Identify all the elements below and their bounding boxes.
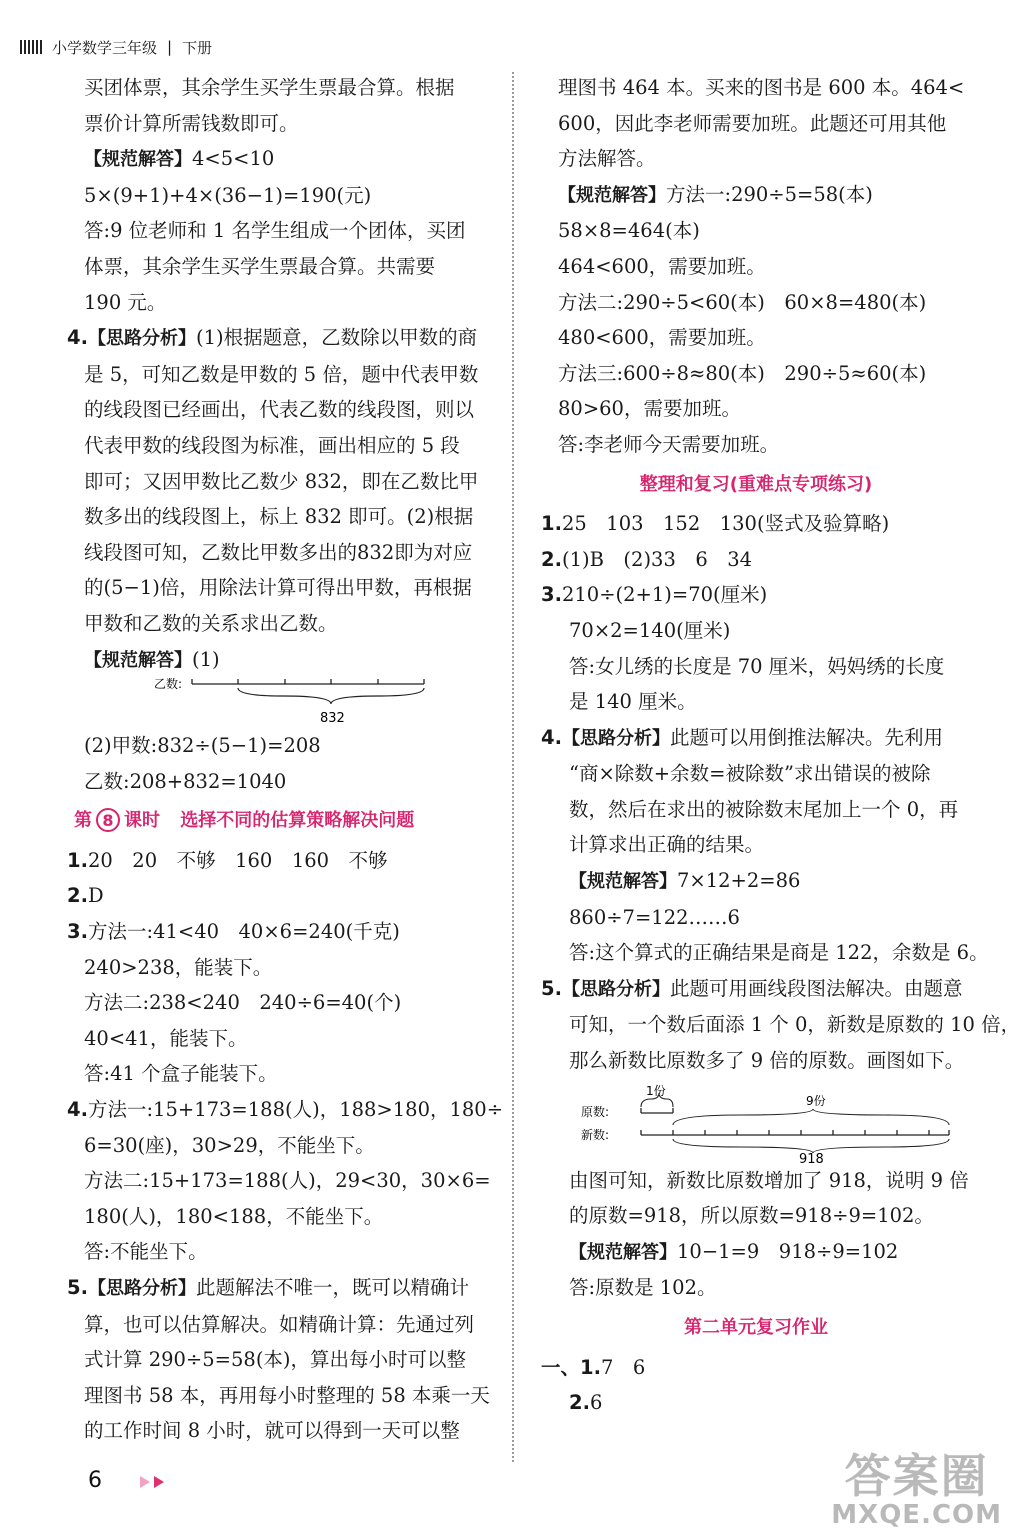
right-column — [541, 70, 1021, 1421]
diagram2-label-b: 新数: — [581, 1127, 610, 1142]
text-line: 可知，一个数后面添 1 个 0，新数是原数的 10 倍， — [569, 1013, 1021, 1037]
page-number: 6 — [88, 1468, 102, 1493]
question-number: 4. — [67, 1098, 88, 1122]
text-line: 代表甲数的线段图为标准，画出相应的 5 段 — [84, 433, 460, 457]
watermark-logo: 答案圈 — [844, 1449, 989, 1503]
diagram1-label-b: 乙数: — [154, 678, 183, 692]
text-line: 6=30(座)，30>29，不能坐下。 — [84, 1133, 375, 1157]
question-number: 4. — [541, 725, 562, 749]
segment-diagram-1 — [84, 678, 444, 728]
text-line: 即可；又因甲数比乙数少 832，即在乙数比甲 — [84, 469, 479, 493]
header-separator: | — [167, 38, 173, 56]
lesson-title: 选择不同的估算策略解决问题 — [180, 810, 415, 832]
section-heading: 整理和复习(重难点专项练习) — [639, 473, 873, 495]
text-line: 那么新数比原数多了 9 倍的原数。画图如下。 — [569, 1049, 965, 1073]
diagram2-value: 918 — [799, 1151, 824, 1163]
text-line: 乙数:208+832=1040 — [84, 769, 287, 793]
text-line: 数多出的线段图上，标上 832 即可。(2)根据 — [84, 505, 474, 529]
text-line: 190 元。 — [84, 290, 167, 314]
question-number: 5. — [67, 1276, 88, 1299]
question-number: 5. — [541, 976, 562, 1000]
text-line: 40<41，能装下。 — [84, 1026, 248, 1050]
text-line: 480<600，需要加班。 — [558, 326, 766, 350]
header-title: 小学数学三年级 — [52, 38, 158, 57]
diagram1-value: 832 — [320, 711, 345, 727]
text-line: 70×2=140(厘米) — [569, 618, 731, 642]
text-line: 80>60，需要加班。 — [558, 397, 741, 421]
question-number: 2. — [67, 884, 88, 908]
text-line: 计算求出正确的结果。 — [569, 833, 765, 857]
diagram2-bottom-brace — [673, 1139, 949, 1153]
watermark-url: MXQE.COM — [831, 1500, 1002, 1530]
analysis-tag: 【思路分析】 — [561, 727, 670, 749]
text-line: 算，也可以估算解决。如精确计算：先通过列 — [84, 1312, 475, 1336]
text-line: 答:这个算式的正确结果是商是 122，余数是 6。 — [569, 941, 989, 965]
text-line: 体票，其余学生买学生票最合算。共需要 — [84, 254, 436, 278]
text-line: 的原数=918，所以原数=918÷9=102。 — [569, 1204, 934, 1228]
header-bars-icon — [20, 40, 42, 54]
text-line: 方法解答。 — [558, 147, 656, 171]
analysis-tag: 【思路分析】 — [87, 1278, 196, 1299]
text-line: 甲数和乙数的关系求出乙数。 — [84, 611, 338, 635]
text-line: 方法三:600÷8≈80(本) 290÷5≈60(本) — [558, 361, 927, 385]
left-column — [67, 70, 504, 1449]
text-line: 由图可知，新数比原数增加了 918，说明 9 倍 — [569, 1168, 969, 1192]
text-line: 是 140 厘米。 — [569, 690, 697, 714]
question-number: 一、1. — [541, 1355, 601, 1379]
answer-text: 10−1=9 918÷9=102 — [677, 1239, 899, 1263]
text-line: 线段图可知，乙数比甲数多出的832即为对应 — [84, 540, 473, 564]
answer-tag: 【规范解答】 — [569, 871, 677, 893]
segment-diagram-2 — [541, 1079, 961, 1163]
page-header — [20, 36, 212, 58]
diagram2-one-part: 1份 — [646, 1083, 666, 1098]
text-line: 理图书 464 本。买来的图书是 600 本。464< — [558, 76, 965, 99]
lesson-suffix: 课时 — [124, 810, 160, 832]
analysis-text: 此题可用画线段图法解决。由题意 — [669, 976, 963, 1000]
lesson-number: 8 — [96, 808, 120, 832]
analysis-text: 此题解法不唯一，既可以精确计 — [195, 1276, 469, 1299]
text-line: 方法二:15+173=188(人)，29<30，30×6= — [84, 1169, 491, 1193]
section-heading: 第二单元复习作业 — [684, 1317, 828, 1338]
answer-text: 方法一:290÷5=58(本) — [666, 182, 873, 206]
text-line: (2)甲数:832÷(5−1)=208 — [84, 734, 321, 758]
answer-tag: 【规范解答】 — [84, 649, 192, 671]
diagram2-top-brace-large — [673, 1109, 949, 1125]
column-divider — [512, 72, 514, 1462]
text-line: 180(人)，180<188，不能坐下。 — [84, 1204, 384, 1228]
lesson-heading — [74, 803, 496, 839]
answer-text: 7×12+2=86 — [677, 869, 801, 893]
answer-text: 方法一:41<40 40×6=240(千克) — [87, 920, 400, 944]
text-line: 464<600，需要加班。 — [558, 254, 766, 278]
text-line: 的工作时间 8 小时，就可以得到一天可以整 — [84, 1419, 460, 1443]
answer-text: 6 — [589, 1391, 603, 1415]
watermark — [831, 1440, 1002, 1530]
text-line: 是 5，可知乙数是甲数的 5 倍，题中代表甲数 — [84, 362, 479, 386]
text-line: 方法二:238<240 240÷6=40(个) — [84, 991, 402, 1015]
header-volume: 下册 — [182, 38, 213, 57]
text-line: 式计算 290÷5=58(本)，算出每小时可以整 — [84, 1348, 467, 1372]
text-line: 860÷7=122……6 — [569, 905, 740, 929]
text-line: “商×除数+余数=被除数”求出错误的被除 — [569, 762, 931, 786]
question-number: 1. — [541, 512, 562, 536]
analysis-tag: 【思路分析】 — [561, 978, 670, 1000]
question-number: 4. — [67, 326, 88, 350]
text-line: 票价计算所需钱数即可。 — [84, 111, 299, 135]
text-line: 数，然后在求出的被除数末尾加上一个 0，再 — [569, 797, 959, 821]
text-line: 答:女儿绣的长度是 70 厘米，妈妈绣的长度 — [569, 654, 945, 678]
answer-tag: 【规范解答】 — [84, 149, 192, 171]
answer-text: 4<5<10 — [192, 147, 275, 171]
text-line: 的线段图已经画出，代表乙数的线段图，则以 — [84, 398, 475, 422]
question-number: 2. — [541, 547, 562, 571]
question-number: 2. — [569, 1391, 590, 1415]
analysis-text: (1)根据题意，乙数除以甲数的商 — [195, 326, 478, 350]
question-number: 1. — [67, 848, 88, 872]
analysis-text: 此题可以用倒推法解决。先利用 — [669, 725, 943, 749]
text-line: 答:李老师今天需要加班。 — [558, 432, 780, 456]
question-number: 3. — [67, 920, 88, 944]
answer-text: 7 6 — [600, 1355, 646, 1379]
text-line: 方法二:290÷5<60(本) 60×8=480(本) — [558, 290, 927, 314]
lesson-prefix: 第 — [74, 810, 92, 832]
page-arrows-icon — [138, 1474, 170, 1490]
text-line: 理图书 58 本，再用每小时整理的 58 本乘一天 — [84, 1383, 490, 1407]
diagram2-label-a: 原数: — [581, 1104, 610, 1119]
text-line: 600，因此李老师需要加班。此题还可用其他 — [558, 111, 947, 135]
text-line: 240>238，能装下。 — [84, 955, 273, 979]
text-line: 答:不能坐下。 — [84, 1240, 208, 1264]
text-line: 买团体票，其余学生买学生票最合算。根据 — [84, 76, 455, 99]
text-line: 58×8=464(本) — [558, 219, 700, 243]
answer-text: 20 20 不够 160 160 不够 — [87, 848, 388, 872]
text-line: 的(5−1)倍，用除法计算可得出甲数，再根据 — [84, 576, 472, 600]
text-line: 5×(9+1)+4×(36−1)=190(元) — [84, 183, 372, 207]
answer-text: 25 103 152 130(竖式及验算略) — [561, 512, 890, 536]
answer-text: 方法一:15+173=188(人)，188>180，180÷ — [87, 1098, 504, 1122]
answer-tag: 【规范解答】 — [558, 184, 666, 206]
text-line: 答:41 个盒子能装下。 — [84, 1062, 278, 1086]
diagram1-brace — [238, 688, 424, 704]
analysis-tag: 【思路分析】 — [87, 328, 196, 350]
answer-text: (1)B (2)33 6 34 — [561, 547, 753, 571]
answer-tag: 【规范解答】 — [569, 1241, 677, 1263]
diagram2-nine-part: 9份 — [806, 1093, 826, 1108]
answer-text: (1) — [192, 647, 220, 671]
answer-text: D — [87, 884, 104, 908]
answer-text: 210÷(2+1)=70(厘米) — [561, 583, 768, 607]
text-line: 答:9 位老师和 1 名学生组成一个团体，买团 — [84, 219, 466, 243]
question-number: 3. — [541, 583, 562, 607]
text-line: 答:原数是 102。 — [569, 1276, 717, 1300]
